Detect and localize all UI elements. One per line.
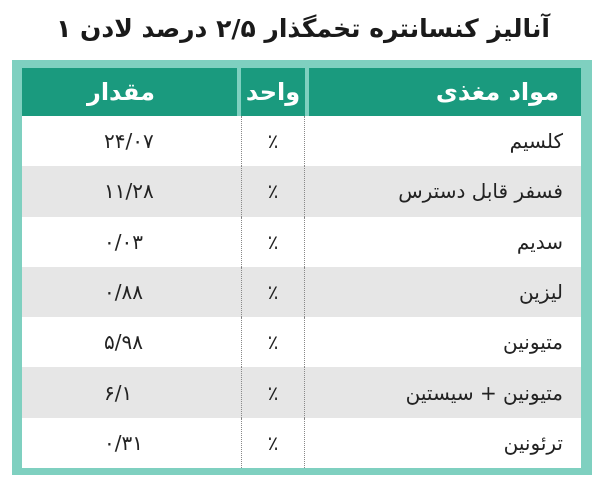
nutrient-amount: ۰/۳۱ [104, 430, 143, 455]
nutrient-amount: ۰/۸۸ [104, 280, 143, 305]
page-title: آنالیز کنسانتره تخمگذار ۲/۵ درصد لادن ۱ [56, 14, 550, 43]
table-row [22, 367, 581, 417]
nutrient-name: سدیم [516, 229, 563, 254]
nutrient-unit: ٪ [241, 217, 305, 267]
nutrient-name: فسفر قابل دسترس [398, 179, 563, 204]
table-header [22, 68, 581, 116]
header-amount: مقدار [22, 68, 237, 116]
nutrient-unit: ٪ [241, 317, 305, 367]
nutrient-unit: ٪ [241, 418, 305, 468]
table-row [22, 116, 581, 166]
nutrient-amount: ۵/۹۸ [104, 330, 143, 355]
nutrient-name: کلسیم [509, 129, 563, 154]
nutrient-amount: ۰/۰۳ [104, 229, 143, 254]
table-row [22, 217, 581, 267]
nutrient-name: ترئونین [503, 430, 563, 455]
nutrient-unit: ٪ [241, 116, 305, 166]
nutrient-name: متیونین + سیستین [405, 380, 563, 405]
header-nutrient: مواد مغذی [309, 68, 581, 116]
nutrient-amount: ۶/۱ [104, 380, 133, 405]
table-row [22, 317, 581, 367]
table-row [22, 418, 581, 468]
table-row [22, 267, 581, 317]
nutrient-unit: ٪ [241, 367, 305, 417]
nutrient-amount: ۱۱/۲۸ [104, 179, 154, 204]
nutrient-table [22, 116, 581, 468]
header-unit: واحد [241, 68, 305, 116]
nutrient-unit: ٪ [241, 166, 305, 216]
nutrient-amount: ۲۴/۰۷ [104, 129, 154, 154]
nutrient-unit: ٪ [241, 267, 305, 317]
nutrient-name: متیونین [503, 330, 563, 355]
nutrient-name: لیزین [519, 280, 563, 305]
table-row [22, 166, 581, 216]
